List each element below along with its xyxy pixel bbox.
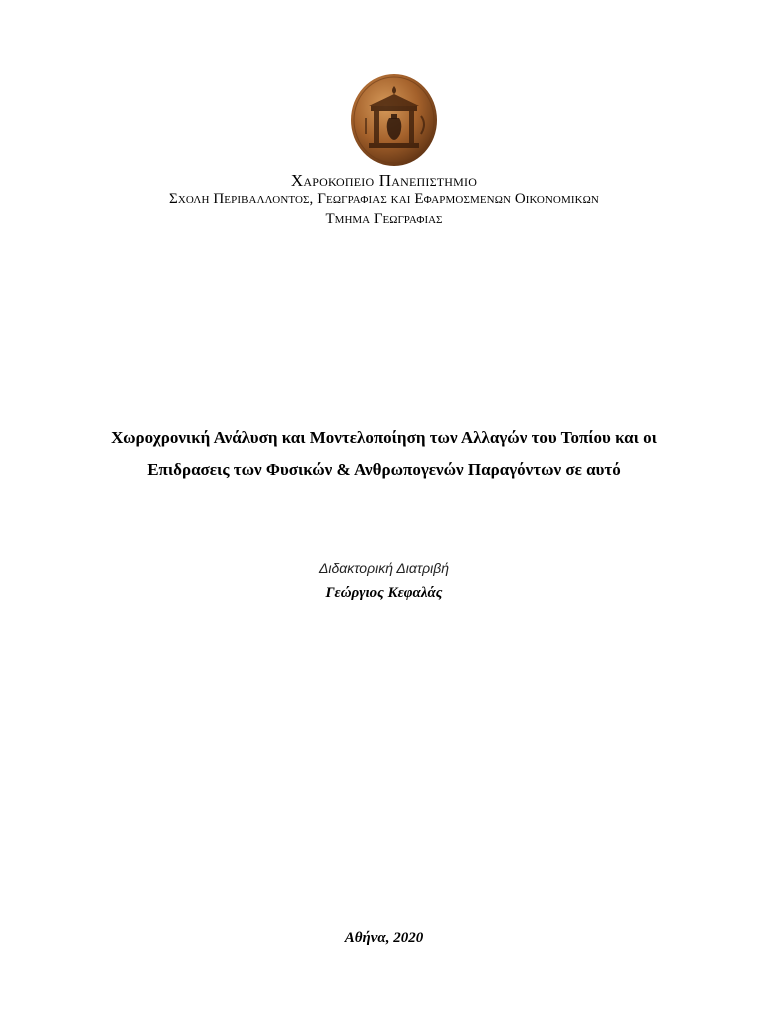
document-type: Διδακτορική Διατριβή [319,560,449,576]
university-name: Χαροκοπειο Πανεπιστημιο [290,171,478,190]
place-date: Αθήνα, 2020 [344,930,424,946]
school-name: Σχολη Περιβαλλοντος, Γεωγραφιας και Εφαρμοσμενων Οικονομικων [169,191,599,207]
thesis-title-line-2: Επιδρασεις των Φυσικών & Ανθρωπογενών Παραγόντων σε αυτό [147,460,621,479]
author-name: Γεώργιος Κεφαλάς [325,585,443,601]
department-name: Τμημα Γεωγραφιας [325,211,443,227]
thesis-title-line-1: Χωροχρονική Ανάλυση και Μοντελοποίηση των Αλλαγών του Τοπίου και οι [111,428,657,447]
university-seal-icon [349,72,439,168]
